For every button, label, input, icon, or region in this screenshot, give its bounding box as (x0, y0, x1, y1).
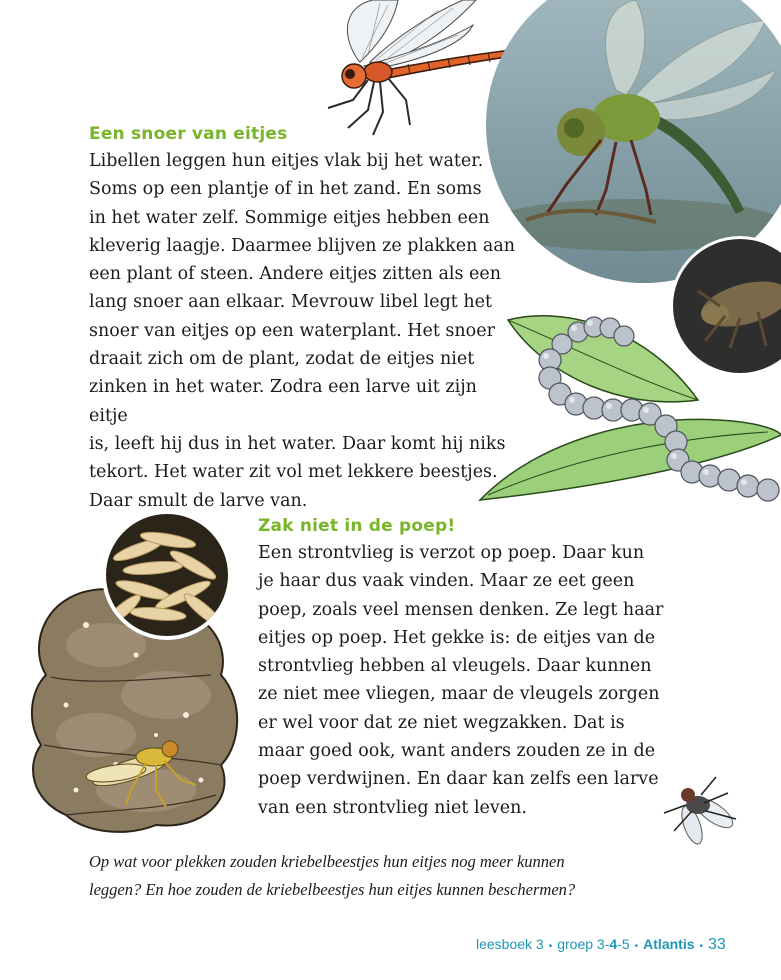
section2-body: Een strontvlieg is verzot op poep. Daar kun je haar dus vaak vinden. Maar ze eet geen poep, zoals veel mensen denken. Ze legt haar eitjes op poep. Het gekke is: de eitjes van de strontvlieg hebben al vleugels. Daar kunnen ze niet mee vliegen, maar de vleugels zorgen er wel voor dat ze niet wegzakken. Dat is maar goed ook, want anders zouden ze in de poep verdwijnen. En daar kan zelfs een larve van een strontvlieg niet leven. (258, 543, 664, 818)
page-footer (476, 936, 766, 954)
footer-series: Atlantis (643, 936, 695, 952)
footer-bullet: • (699, 941, 704, 952)
section1-heading: Een snoer van eitjes (89, 124, 288, 144)
footer-book: leesboek 3 (476, 936, 544, 952)
page-number: 33 (708, 936, 726, 953)
egg-string-illustration (478, 310, 781, 510)
footer-bullet: • (548, 941, 553, 952)
footer-group: groep 3-4-5 (557, 936, 630, 952)
footer-bullet: • (634, 941, 639, 952)
fly-eggs-photo (98, 510, 236, 640)
section2-heading: Zak niet in de poep! (258, 516, 456, 536)
reflection-question: Op wat voor plekken zouden kriebelbeestjes hun eitjes nog meer kunnen leggen? En hoe zouden de kriebelbeestjes hun eitjes kunnen beschermen? (89, 852, 576, 899)
section1-body: Libellen leggen hun eitjes vlak bij het water. Soms op een plantje of in het zand. En soms in het water zelf. Sommige eitjes hebben een kleverig laagje. Daarmee blijven ze plakken aan een plant of steen. Andere eitjes zitten als een lang snoer aan elkaar. Mevrouw libel legt het snoer van eitjes op een waterplant. Het snoer draait zich om de plant, zodat de eitjes niet zinken in het water. Zodra een larve uit zijn eitje is, leeft hij dus in het water. Daar komt hij niks tekort. Het water zit vol met lekkere beestjes. Daar smult de larve van. (89, 151, 516, 511)
